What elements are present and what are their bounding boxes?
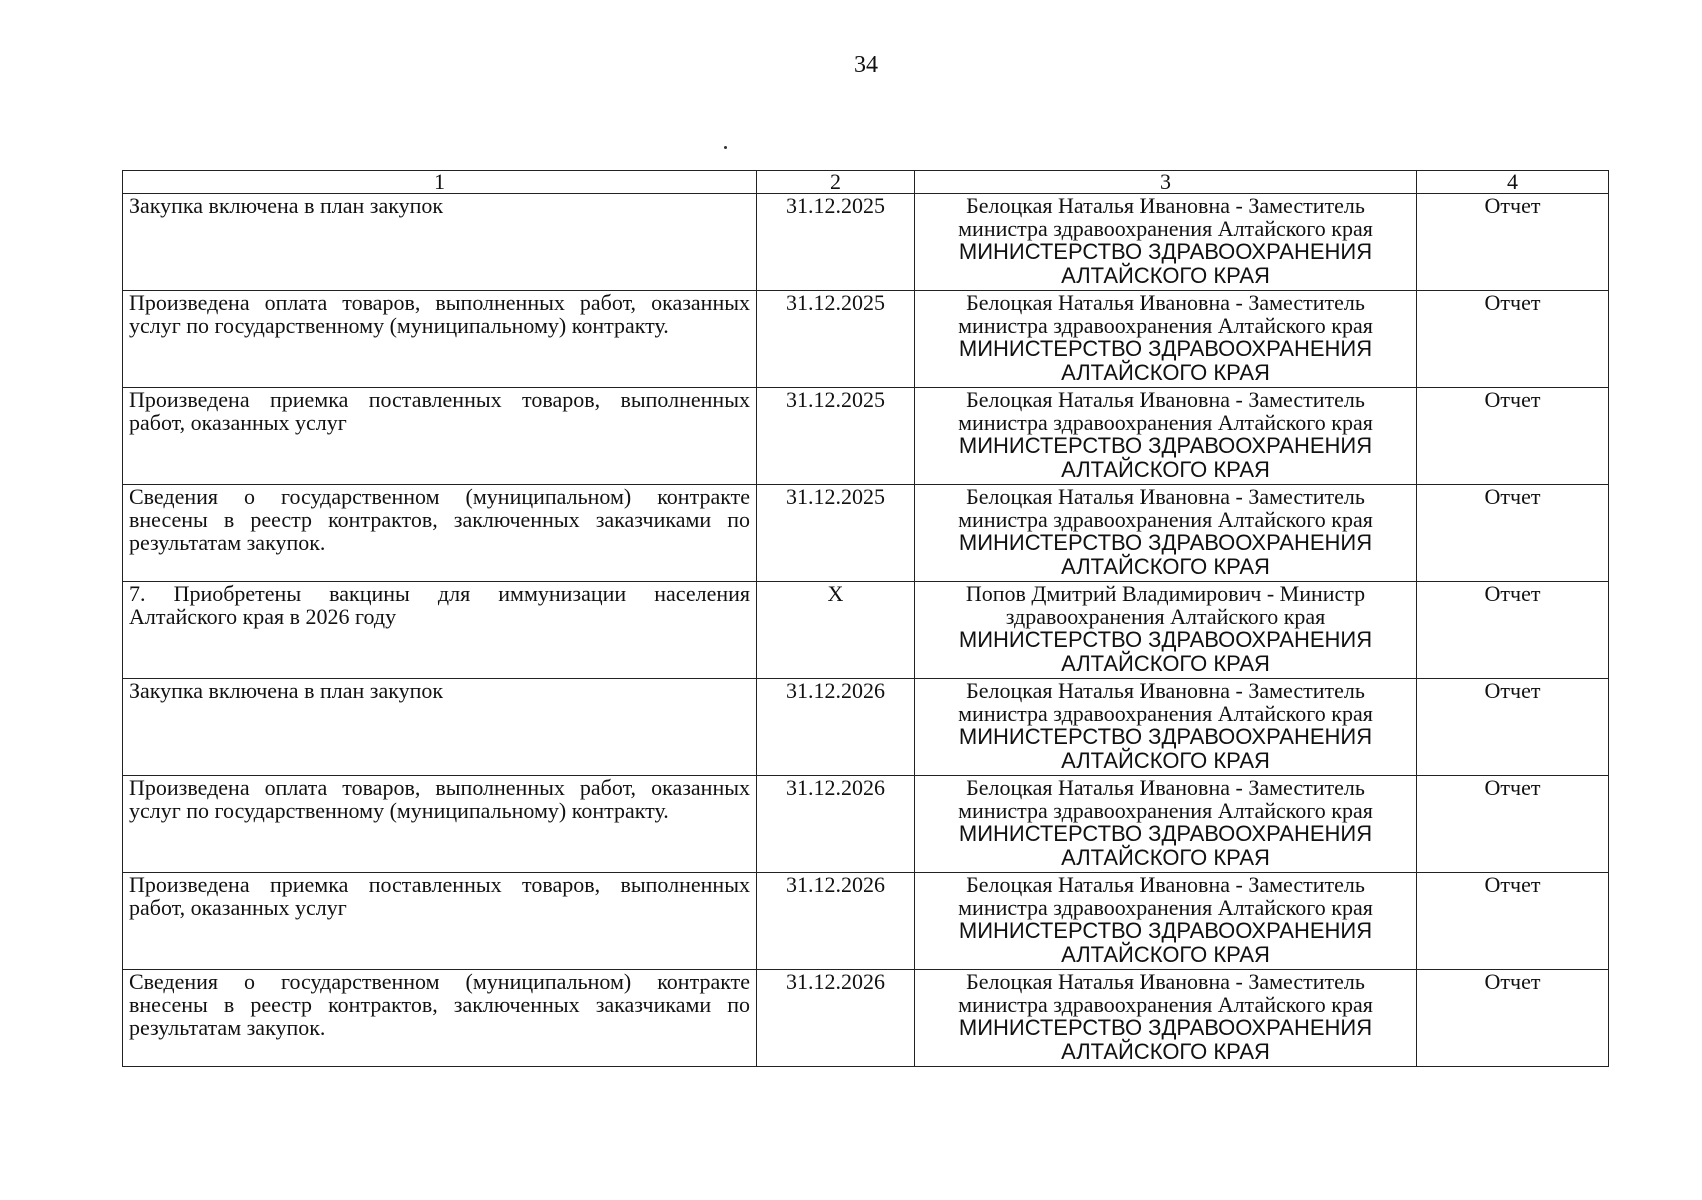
document-type-cell: Отчет (1417, 873, 1609, 970)
responsible-person: Белоцкая Наталья Ивановна - Заместитель министра здравоохранения Алтайского края (958, 678, 1373, 726)
table-row (123, 388, 1609, 485)
responsible-person: Белоцкая Наталья Ивановна - Заместитель министра здравоохранения Алтайского края (958, 290, 1373, 338)
page-number: 34 (854, 52, 878, 78)
responsible-cell (915, 291, 1417, 388)
responsible-person: Белоцкая Наталья Ивановна - Заместитель министра здравоохранения Алтайского края (958, 872, 1373, 920)
control-points-table (122, 170, 1609, 1067)
document-type-cell: Отчет (1417, 679, 1609, 776)
responsible-cell (915, 194, 1417, 291)
date-cell: 31.12.2025 (757, 194, 915, 291)
event-cell: Сведения о государственном (муниципальном) контракте внесены в реестр контрактов, заключенных заказчиками по результатам закупок. (123, 485, 757, 582)
date-cell: 31.12.2026 (757, 776, 915, 873)
responsible-organization: МИНИСТЕРСТВО ЗДРАВООХРАНЕНИЯ АЛТАЙСКОГО КРАЯ (958, 1015, 1373, 1064)
event-cell: Произведена оплата товаров, выполненных работ, оказанных услуг по государственному (муниципальному) контракту. (123, 776, 757, 873)
responsible-cell (915, 776, 1417, 873)
document-type-cell: Отчет (1417, 388, 1609, 485)
table-row (123, 291, 1609, 388)
date-cell: 31.12.2025 (757, 291, 915, 388)
responsible-organization: МИНИСТЕРСТВО ЗДРАВООХРАНЕНИЯ АЛТАЙСКОГО КРАЯ (958, 239, 1373, 288)
document-type-cell: Отчет (1417, 291, 1609, 388)
document-type-cell: Отчет (1417, 970, 1609, 1067)
header-col-3: 3 (915, 171, 1417, 194)
table-row (123, 776, 1609, 873)
table-row (123, 970, 1609, 1067)
table-row (123, 873, 1609, 970)
table-row (123, 485, 1609, 582)
scan-speck (724, 146, 727, 149)
responsible-cell (915, 485, 1417, 582)
responsible-organization: МИНИСТЕРСТВО ЗДРАВООХРАНЕНИЯ АЛТАЙСКОГО КРАЯ (958, 530, 1373, 579)
header-col-4: 4 (1417, 171, 1609, 194)
date-cell: Х (757, 582, 915, 679)
event-cell: 7. Приобретены вакцины для иммунизации населения Алтайского края в 2026 году (123, 582, 757, 679)
responsible-cell (915, 679, 1417, 776)
header-row (123, 171, 1609, 194)
responsible-cell (915, 388, 1417, 485)
responsible-person: Белоцкая Наталья Ивановна - Заместитель министра здравоохранения Алтайского края (958, 484, 1373, 532)
table-header (123, 171, 1609, 194)
event-cell: Закупка включена в план закупок (123, 194, 757, 291)
event-cell: Произведена приемка поставленных товаров, выполненных работ, оказанных услуг (123, 388, 757, 485)
responsible-organization: МИНИСТЕРСТВО ЗДРАВООХРАНЕНИЯ АЛТАЙСКОГО КРАЯ (958, 433, 1373, 482)
responsible-organization: МИНИСТЕРСТВО ЗДРАВООХРАНЕНИЯ АЛТАЙСКОГО КРАЯ (958, 627, 1373, 676)
responsible-cell (915, 970, 1417, 1067)
responsible-person: Белоцкая Наталья Ивановна - Заместитель министра здравоохранения Алтайского края (958, 387, 1373, 435)
date-cell: 31.12.2026 (757, 970, 915, 1067)
table-row (123, 582, 1609, 679)
document-type-cell: Отчет (1417, 776, 1609, 873)
responsible-cell (915, 582, 1417, 679)
document-type-cell: Отчет (1417, 582, 1609, 679)
date-cell: 31.12.2026 (757, 679, 915, 776)
responsible-organization: МИНИСТЕРСТВО ЗДРАВООХРАНЕНИЯ АЛТАЙСКОГО КРАЯ (958, 821, 1373, 870)
header-col-1: 1 (123, 171, 757, 194)
responsible-organization: МИНИСТЕРСТВО ЗДРАВООХРАНЕНИЯ АЛТАЙСКОГО КРАЯ (958, 918, 1373, 967)
responsible-person: Белоцкая Наталья Ивановна - Заместитель министра здравоохранения Алтайского края (958, 969, 1373, 1017)
date-cell: 31.12.2025 (757, 485, 915, 582)
event-cell: Закупка включена в план закупок (123, 679, 757, 776)
table-row (123, 194, 1609, 291)
date-cell: 31.12.2025 (757, 388, 915, 485)
table-row (123, 679, 1609, 776)
document-type-cell: Отчет (1417, 194, 1609, 291)
table-body (123, 194, 1609, 1067)
header-col-2: 2 (757, 171, 915, 194)
responsible-cell (915, 873, 1417, 970)
date-cell: 31.12.2026 (757, 873, 915, 970)
document-type-cell: Отчет (1417, 485, 1609, 582)
responsible-person: Белоцкая Наталья Ивановна - Заместитель министра здравоохранения Алтайского края (958, 193, 1373, 241)
responsible-person: Попов Дмитрий Владимирович - Министр здравоохранения Алтайского края (965, 581, 1366, 629)
event-cell: Сведения о государственном (муниципальном) контракте внесены в реестр контрактов, заключенных заказчиками по результатам закупок. (123, 970, 757, 1067)
responsible-organization: МИНИСТЕРСТВО ЗДРАВООХРАНЕНИЯ АЛТАЙСКОГО КРАЯ (958, 724, 1373, 773)
responsible-organization: МИНИСТЕРСТВО ЗДРАВООХРАНЕНИЯ АЛТАЙСКОГО КРАЯ (958, 336, 1373, 385)
event-cell: Произведена приемка поставленных товаров, выполненных работ, оказанных услуг (123, 873, 757, 970)
responsible-person: Белоцкая Наталья Ивановна - Заместитель министра здравоохранения Алтайского края (958, 775, 1373, 823)
event-cell: Произведена оплата товаров, выполненных работ, оказанных услуг по государственному (муниципальному) контракту. (123, 291, 757, 388)
